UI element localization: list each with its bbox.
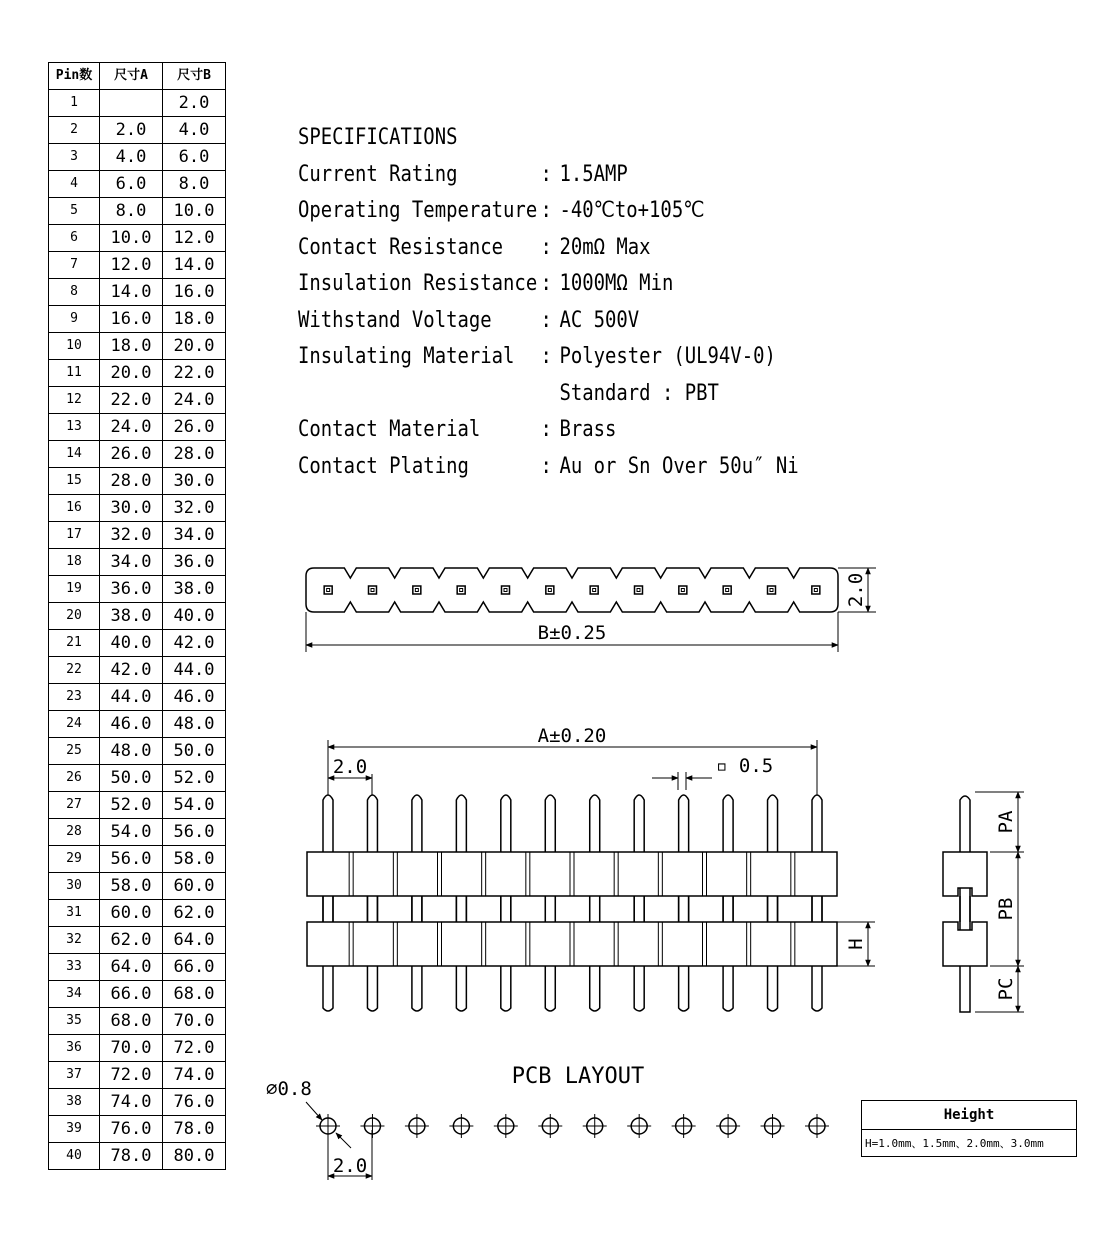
pin-count-cell: 15	[49, 468, 100, 495]
pin-square	[723, 586, 731, 594]
top-view-height-label: 2.0	[845, 572, 867, 608]
pin-square	[546, 586, 554, 594]
pin-count-cell: 18	[49, 549, 100, 576]
pin-count-cell: 4	[49, 171, 100, 198]
front-view	[307, 740, 875, 1011]
h-label: H	[845, 938, 867, 950]
pin-count-cell: 39	[49, 1116, 100, 1143]
pin-count-cell: 11	[49, 360, 100, 387]
pin-square	[369, 586, 377, 594]
dim-a-cell: 72.0	[100, 1062, 163, 1089]
dim-b-cell: 74.0	[163, 1062, 226, 1089]
pin-count-cell: 22	[49, 657, 100, 684]
pin-count-cell: 13	[49, 414, 100, 441]
dim-a-cell: 26.0	[100, 441, 163, 468]
dim-b-cell: 32.0	[163, 495, 226, 522]
pin-square	[324, 586, 332, 594]
spec-label: Insulation Resistance	[298, 271, 538, 296]
dim-a-cell: 44.0	[100, 684, 163, 711]
dim-a-cell: 18.0	[100, 333, 163, 360]
spec-value: Brass	[559, 417, 617, 442]
header-dim-a: 尺寸A	[100, 63, 163, 90]
spec-colon: :	[540, 417, 552, 442]
spec-colon: :	[540, 271, 552, 296]
header-pin	[367, 795, 377, 1011]
dim-b-cell: 8.0	[163, 171, 226, 198]
pin-square	[768, 586, 776, 594]
dim-a-cell: 64.0	[100, 954, 163, 981]
dim-a-cell: 42.0	[100, 657, 163, 684]
side-pc-label: PC	[995, 977, 1017, 1001]
pcb-holes	[306, 1102, 829, 1180]
header-pin	[323, 795, 333, 1011]
pin-count-cell: 37	[49, 1062, 100, 1089]
dim-b-cell: 58.0	[163, 846, 226, 873]
header-pin	[679, 795, 689, 1011]
dim-b-cell: 64.0	[163, 927, 226, 954]
header-pin-count: Pin数	[49, 63, 100, 90]
dim-b-cell: 44.0	[163, 657, 226, 684]
pin-count-cell: 14	[49, 441, 100, 468]
pin-count-cell: 34	[49, 981, 100, 1008]
spec-value: AC 500V	[559, 307, 640, 333]
dim-a-cell: 62.0	[100, 927, 163, 954]
spec-colon: :	[540, 453, 552, 479]
dim-a-cell: 6.0	[100, 171, 163, 198]
dim-a-cell: 78.0	[100, 1143, 163, 1170]
dim-b-cell: 38.0	[163, 576, 226, 603]
pin-count-cell: 21	[49, 630, 100, 657]
dim-a-cell: 50.0	[100, 765, 163, 792]
spec-value: Standard : PBT	[559, 380, 719, 406]
header-pin	[456, 795, 466, 1011]
dim-b-cell: 46.0	[163, 684, 226, 711]
header-pin	[590, 795, 600, 1011]
pin-count-cell: 35	[49, 1008, 100, 1035]
dim-a-cell: 12.0	[100, 252, 163, 279]
dim-b-cell: 48.0	[163, 711, 226, 738]
pin-size-label: ▫ 0.5	[716, 755, 774, 777]
dim-a-cell: 76.0	[100, 1116, 163, 1143]
pin-count-cell: 29	[49, 846, 100, 873]
pin-count-cell: 20	[49, 603, 100, 630]
dim-b-cell: 52.0	[163, 765, 226, 792]
pin-count-cell: 27	[49, 792, 100, 819]
dim-a-cell: 56.0	[100, 846, 163, 873]
specs-title: SPECIFICATIONS	[298, 125, 458, 150]
pin-square	[635, 586, 643, 594]
dim-b-cell: 10.0	[163, 198, 226, 225]
spec-colon: :	[540, 198, 552, 223]
pin-count-cell: 23	[49, 684, 100, 711]
pin-count-cell: 25	[49, 738, 100, 765]
hole-diameter-label: ⌀0.8	[266, 1078, 312, 1100]
top-view-pin-squares	[324, 586, 820, 594]
spec-label: Current Rating	[298, 161, 458, 187]
header-pin	[634, 795, 644, 1011]
pin-count-cell: 2	[49, 117, 100, 144]
pin-count-cell: 10	[49, 333, 100, 360]
dim-b-cell: 62.0	[163, 900, 226, 927]
spec-value: Polyester (UL94V-0)	[559, 344, 776, 369]
pin-count-cell: 30	[49, 873, 100, 900]
dim-a-cell: 48.0	[100, 738, 163, 765]
dim-a-cell: 22.0	[100, 387, 163, 414]
pin-count-cell: 24	[49, 711, 100, 738]
dim-a-cell: 28.0	[100, 468, 163, 495]
pin-count-cell: 33	[49, 954, 100, 981]
dim-a-cell: 36.0	[100, 576, 163, 603]
pin-count-cell: 9	[49, 306, 100, 333]
spec-value: Au or Sn Over 50u″ Ni	[559, 453, 799, 479]
dim-b-cell: 26.0	[163, 414, 226, 441]
dim-a-cell: 46.0	[100, 711, 163, 738]
pin-count-cell: 3	[49, 144, 100, 171]
spec-colon: :	[540, 161, 552, 187]
pin-count-cell: 36	[49, 1035, 100, 1062]
front-view-length-label: A±0.20	[537, 725, 607, 747]
dim-a-cell: 38.0	[100, 603, 163, 630]
pin-count-cell: 26	[49, 765, 100, 792]
dim-b-cell: 34.0	[163, 522, 226, 549]
dim-a-cell: 34.0	[100, 549, 163, 576]
dim-b-cell: 66.0	[163, 954, 226, 981]
dim-b-cell: 30.0	[163, 468, 226, 495]
side-pa-label: PA	[995, 810, 1017, 834]
dim-b-cell: 14.0	[163, 252, 226, 279]
spec-label: Operating Temperature	[298, 198, 538, 223]
dim-b-cell: 22.0	[163, 360, 226, 387]
spec-colon: :	[540, 344, 552, 369]
dim-a-cell: 54.0	[100, 819, 163, 846]
pin-count-cell: 12	[49, 387, 100, 414]
front-view-pins	[323, 795, 822, 1011]
dim-b-cell: 6.0	[163, 144, 226, 171]
dim-b-cell: 16.0	[163, 279, 226, 306]
header-pin	[412, 795, 422, 1011]
dim-a-cell: 10.0	[100, 225, 163, 252]
dim-b-cell: 20.0	[163, 333, 226, 360]
spec-value: 1000MΩ Min	[559, 271, 674, 296]
dim-b-cell: 72.0	[163, 1035, 226, 1062]
pin-square	[413, 586, 421, 594]
pin-count-cell: 16	[49, 495, 100, 522]
dim-a-cell: 70.0	[100, 1035, 163, 1062]
dim-b-cell: 18.0	[163, 306, 226, 333]
header-pin	[812, 795, 822, 1011]
top-view-outline	[306, 568, 838, 612]
dim-b-cell: 80.0	[163, 1143, 226, 1170]
spec-label: Insulating Material	[298, 344, 515, 369]
dim-b-cell: 54.0	[163, 792, 226, 819]
pin-square	[812, 586, 820, 594]
pin-count-cell: 7	[49, 252, 100, 279]
dim-b-cell: 2.0	[163, 90, 226, 117]
pin-count-cell: 31	[49, 900, 100, 927]
dim-b-cell: 70.0	[163, 1008, 226, 1035]
spec-label: Contact Material	[298, 417, 481, 442]
pin-count-cell: 5	[49, 198, 100, 225]
spec-value: 20mΩ Max	[559, 234, 651, 260]
pin-count-cell: 17	[49, 522, 100, 549]
dim-a-cell: 4.0	[100, 144, 163, 171]
dim-a-cell: 24.0	[100, 414, 163, 441]
pin-square	[590, 586, 598, 594]
pin-count-cell: 6	[49, 225, 100, 252]
dim-a-cell: 52.0	[100, 792, 163, 819]
pin-count-cell: 32	[49, 927, 100, 954]
dim-a-cell: 30.0	[100, 495, 163, 522]
top-view-length-label: B±0.25	[537, 622, 607, 644]
dim-b-cell: 40.0	[163, 603, 226, 630]
pin-square	[502, 586, 510, 594]
spec-colon: :	[540, 307, 552, 333]
pin-square	[679, 586, 687, 594]
pin-count-cell: 28	[49, 819, 100, 846]
pin-count-cell: 8	[49, 279, 100, 306]
header-pin	[545, 795, 555, 1011]
dim-b-cell: 4.0	[163, 117, 226, 144]
header-pin	[501, 795, 511, 1011]
dim-a-cell: 32.0	[100, 522, 163, 549]
pcb-pitch-label: 2.0	[332, 1155, 368, 1177]
dim-b-cell: 76.0	[163, 1089, 226, 1116]
pin-count-cell: 19	[49, 576, 100, 603]
pin-count-cell: 1	[49, 90, 100, 117]
dim-b-cell: 36.0	[163, 549, 226, 576]
dim-a-cell: 2.0	[100, 117, 163, 144]
dim-b-cell: 28.0	[163, 441, 226, 468]
dim-a-cell: 60.0	[100, 900, 163, 927]
side-pb-label: PB	[995, 897, 1017, 921]
dim-a-cell: 40.0	[100, 630, 163, 657]
height-table	[861, 1100, 1077, 1157]
spec-value: 1.5AMP	[559, 161, 628, 187]
spec-label: Contact Resistance	[298, 234, 504, 260]
dim-a-cell: 58.0	[100, 873, 163, 900]
header-pin	[723, 795, 733, 1011]
pitch-label: 2.0	[332, 756, 368, 778]
pin-count-cell: 38	[49, 1089, 100, 1116]
dim-a-cell: 74.0	[100, 1089, 163, 1116]
dim-b-cell: 56.0	[163, 819, 226, 846]
pin-square	[457, 586, 465, 594]
height-values: H=1.0mm、1.5mm、2.0mm、3.0mm	[865, 1137, 1044, 1150]
dim-a-cell: 20.0	[100, 360, 163, 387]
dim-b-cell: 68.0	[163, 981, 226, 1008]
dim-b-cell: 78.0	[163, 1116, 226, 1143]
dim-a-cell: 16.0	[100, 306, 163, 333]
dim-b-cell: 60.0	[163, 873, 226, 900]
header-pin	[768, 795, 778, 1011]
dim-a-cell: 66.0	[100, 981, 163, 1008]
dim-a-cell: 68.0	[100, 1008, 163, 1035]
dim-b-cell: 24.0	[163, 387, 226, 414]
height-title: Height	[862, 1101, 1076, 1130]
spec-value: -40℃to+105℃	[559, 198, 705, 223]
dim-a-cell: 8.0	[100, 198, 163, 225]
dim-b-cell: 42.0	[163, 630, 226, 657]
dim-b-cell: 12.0	[163, 225, 226, 252]
dim-a-cell: 14.0	[100, 279, 163, 306]
spec-label: Contact Plating	[298, 453, 469, 479]
dim-b-cell: 50.0	[163, 738, 226, 765]
header-dim-b: 尺寸B	[163, 63, 226, 90]
spec-colon: :	[540, 234, 552, 260]
pcb-layout-title: PCB LAYOUT	[511, 1064, 645, 1089]
spec-label: Withstand Voltage	[298, 307, 492, 333]
pin-count-cell: 40	[49, 1143, 100, 1170]
